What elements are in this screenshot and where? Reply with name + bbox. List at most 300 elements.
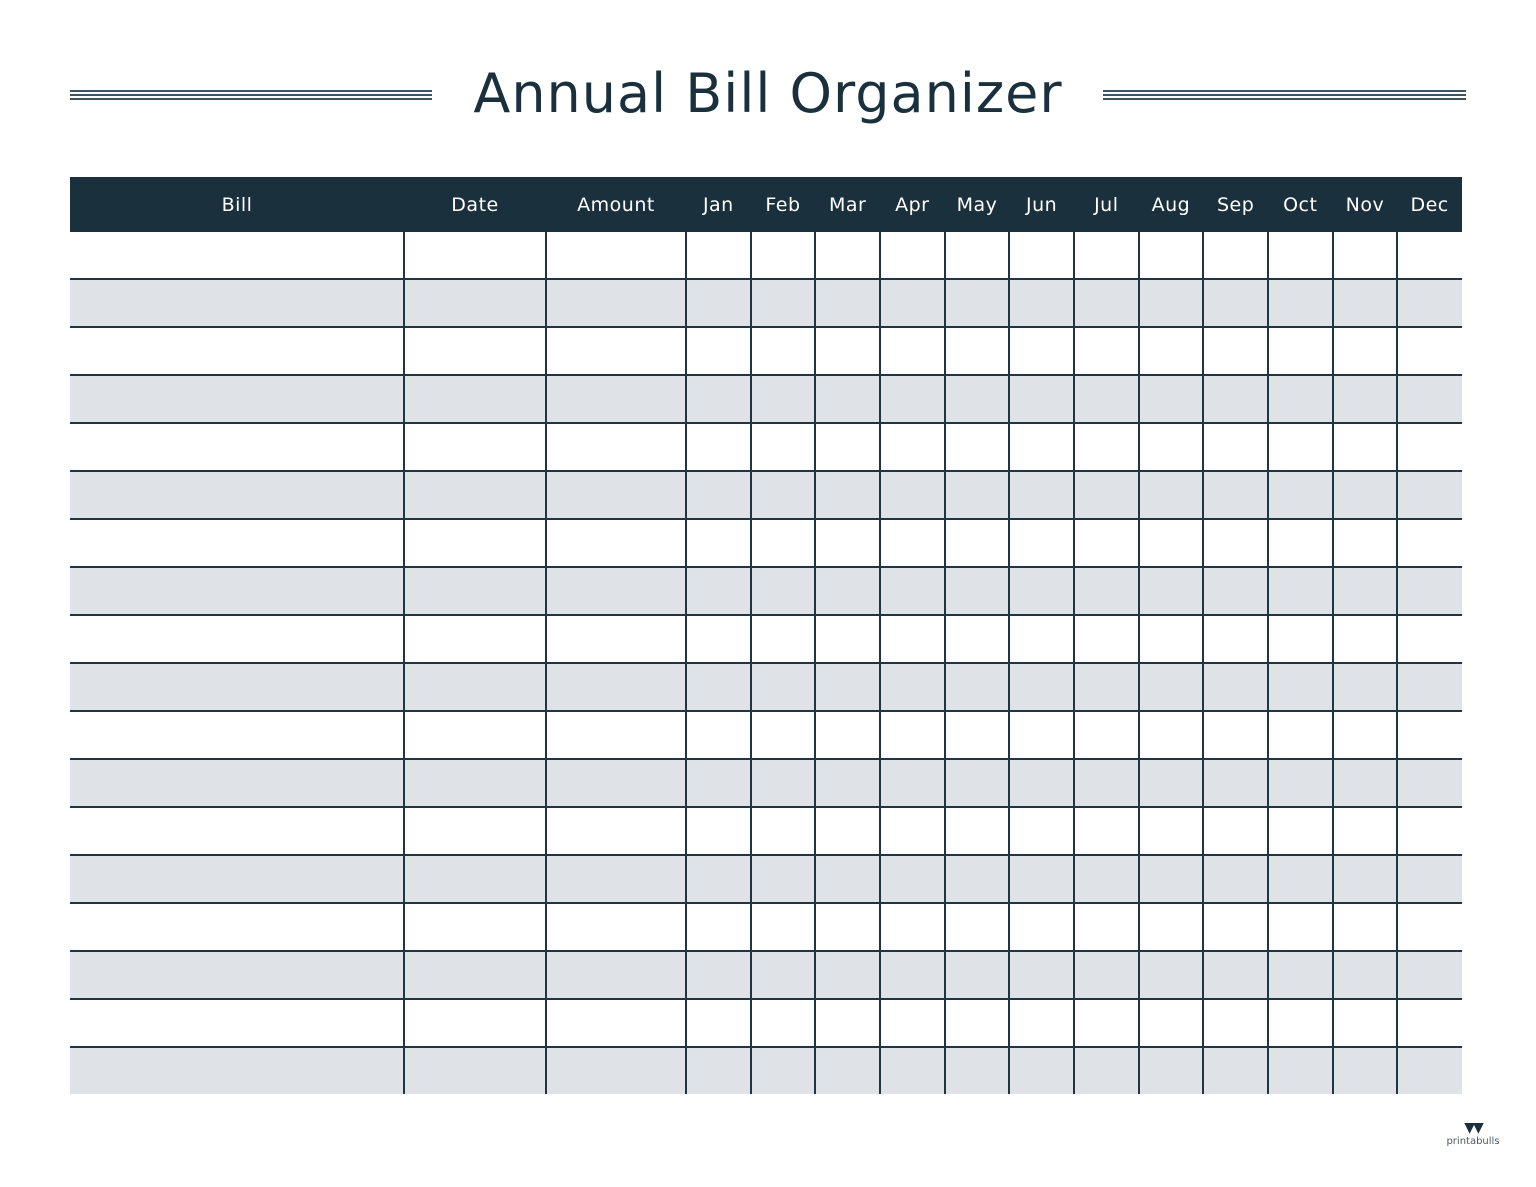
month-checkbox-cell[interactable] xyxy=(686,279,751,327)
bill-cell[interactable] xyxy=(70,232,404,279)
month-checkbox-cell[interactable] xyxy=(1397,327,1462,375)
month-checkbox-cell[interactable] xyxy=(1009,951,1074,999)
month-checkbox-cell[interactable] xyxy=(1139,663,1204,711)
month-checkbox-cell[interactable] xyxy=(1203,279,1268,327)
month-checkbox-cell[interactable] xyxy=(1333,711,1398,759)
month-checkbox-cell[interactable] xyxy=(686,711,751,759)
month-checkbox-cell[interactable] xyxy=(880,471,945,519)
month-checkbox-cell[interactable] xyxy=(751,279,816,327)
month-checkbox-cell[interactable] xyxy=(751,807,816,855)
date-cell[interactable] xyxy=(404,951,546,999)
month-checkbox-cell[interactable] xyxy=(1268,279,1333,327)
month-checkbox-cell[interactable] xyxy=(1333,807,1398,855)
month-checkbox-cell[interactable] xyxy=(815,1047,880,1094)
month-checkbox-cell[interactable] xyxy=(686,807,751,855)
bill-cell[interactable] xyxy=(70,327,404,375)
month-checkbox-cell[interactable] xyxy=(1333,567,1398,615)
amount-cell[interactable] xyxy=(546,759,686,807)
month-checkbox-cell[interactable] xyxy=(1333,759,1398,807)
header-amount: Amount xyxy=(546,177,686,232)
month-checkbox-cell[interactable] xyxy=(815,759,880,807)
month-checkbox-cell[interactable] xyxy=(751,519,816,567)
month-checkbox-cell[interactable] xyxy=(945,759,1010,807)
month-checkbox-cell[interactable] xyxy=(1139,232,1204,279)
month-checkbox-cell[interactable] xyxy=(1009,375,1074,423)
month-checkbox-cell[interactable] xyxy=(686,327,751,375)
month-checkbox-cell[interactable] xyxy=(1139,903,1204,951)
month-checkbox-cell[interactable] xyxy=(751,999,816,1047)
table-row xyxy=(70,279,1462,327)
table-row xyxy=(70,999,1462,1047)
date-cell[interactable] xyxy=(404,471,546,519)
date-cell[interactable] xyxy=(404,279,546,327)
bill-cell[interactable] xyxy=(70,855,404,903)
header-month: Feb xyxy=(751,177,816,232)
month-checkbox-cell[interactable] xyxy=(1074,279,1139,327)
bill-cell[interactable] xyxy=(70,423,404,471)
month-checkbox-cell[interactable] xyxy=(880,807,945,855)
date-cell[interactable] xyxy=(404,1047,546,1094)
month-checkbox-cell[interactable] xyxy=(1009,279,1074,327)
date-cell[interactable] xyxy=(404,423,546,471)
date-cell[interactable] xyxy=(404,232,546,279)
month-checkbox-cell[interactable] xyxy=(1203,807,1268,855)
header-month: Nov xyxy=(1333,177,1398,232)
month-checkbox-cell[interactable] xyxy=(880,855,945,903)
month-checkbox-cell[interactable] xyxy=(815,232,880,279)
month-checkbox-cell[interactable] xyxy=(880,519,945,567)
date-cell[interactable] xyxy=(404,711,546,759)
month-checkbox-cell[interactable] xyxy=(1203,232,1268,279)
month-checkbox-cell[interactable] xyxy=(751,855,816,903)
month-checkbox-cell[interactable] xyxy=(1074,807,1139,855)
table-row xyxy=(70,615,1462,663)
bill-cell[interactable] xyxy=(70,519,404,567)
month-checkbox-cell[interactable] xyxy=(1139,327,1204,375)
month-checkbox-cell[interactable] xyxy=(880,711,945,759)
month-checkbox-cell[interactable] xyxy=(686,567,751,615)
amount-cell[interactable] xyxy=(546,999,686,1047)
month-checkbox-cell[interactable] xyxy=(751,903,816,951)
header-bill: Bill xyxy=(70,177,404,232)
month-checkbox-cell[interactable] xyxy=(1397,855,1462,903)
month-checkbox-cell[interactable] xyxy=(1397,471,1462,519)
date-cell[interactable] xyxy=(404,567,546,615)
month-checkbox-cell[interactable] xyxy=(945,807,1010,855)
month-checkbox-cell[interactable] xyxy=(1333,903,1398,951)
month-checkbox-cell[interactable] xyxy=(1333,999,1398,1047)
month-checkbox-cell[interactable] xyxy=(1203,903,1268,951)
month-checkbox-cell[interactable] xyxy=(1268,232,1333,279)
month-checkbox-cell[interactable] xyxy=(1397,759,1462,807)
month-checkbox-cell[interactable] xyxy=(1397,279,1462,327)
month-checkbox-cell[interactable] xyxy=(1074,327,1139,375)
bill-cell[interactable] xyxy=(70,375,404,423)
bill-cell[interactable] xyxy=(70,759,404,807)
page-title: Annual Bill Organizer xyxy=(473,62,1063,125)
month-checkbox-cell[interactable] xyxy=(945,232,1010,279)
month-checkbox-cell[interactable] xyxy=(686,615,751,663)
month-checkbox-cell[interactable] xyxy=(1333,855,1398,903)
month-checkbox-cell[interactable] xyxy=(1333,663,1398,711)
month-checkbox-cell[interactable] xyxy=(1009,807,1074,855)
month-checkbox-cell[interactable] xyxy=(945,279,1010,327)
month-checkbox-cell[interactable] xyxy=(1009,855,1074,903)
amount-cell[interactable] xyxy=(546,279,686,327)
month-checkbox-cell[interactable] xyxy=(815,279,880,327)
bill-cell[interactable] xyxy=(70,951,404,999)
bill-organizer-table xyxy=(70,177,1462,1094)
month-checkbox-cell[interactable] xyxy=(1009,663,1074,711)
month-checkbox-cell[interactable] xyxy=(751,375,816,423)
month-checkbox-cell[interactable] xyxy=(1333,327,1398,375)
month-checkbox-cell[interactable] xyxy=(945,423,1010,471)
month-checkbox-cell[interactable] xyxy=(1074,711,1139,759)
month-checkbox-cell[interactable] xyxy=(1074,759,1139,807)
month-checkbox-cell[interactable] xyxy=(1139,951,1204,999)
month-checkbox-cell[interactable] xyxy=(1397,375,1462,423)
month-checkbox-cell[interactable] xyxy=(880,567,945,615)
month-checkbox-cell[interactable] xyxy=(686,903,751,951)
month-checkbox-cell[interactable] xyxy=(1074,232,1139,279)
month-checkbox-cell[interactable] xyxy=(751,663,816,711)
month-checkbox-cell[interactable] xyxy=(815,903,880,951)
table-row xyxy=(70,423,1462,471)
month-checkbox-cell[interactable] xyxy=(686,1047,751,1094)
month-checkbox-cell[interactable] xyxy=(1203,759,1268,807)
month-checkbox-cell[interactable] xyxy=(1397,951,1462,999)
month-checkbox-cell[interactable] xyxy=(1268,759,1333,807)
header-month: Jul xyxy=(1074,177,1139,232)
month-checkbox-cell[interactable] xyxy=(1397,615,1462,663)
month-checkbox-cell[interactable] xyxy=(945,855,1010,903)
month-checkbox-cell[interactable] xyxy=(1009,471,1074,519)
month-checkbox-cell[interactable] xyxy=(815,999,880,1047)
month-checkbox-cell[interactable] xyxy=(686,471,751,519)
month-checkbox-cell[interactable] xyxy=(1268,327,1333,375)
month-checkbox-cell[interactable] xyxy=(880,999,945,1047)
header-month: Aug xyxy=(1139,177,1204,232)
month-checkbox-cell[interactable] xyxy=(1009,519,1074,567)
month-checkbox-cell[interactable] xyxy=(1268,615,1333,663)
month-checkbox-cell[interactable] xyxy=(1139,519,1204,567)
month-checkbox-cell[interactable] xyxy=(815,855,880,903)
month-checkbox-cell[interactable] xyxy=(1139,999,1204,1047)
month-checkbox-cell[interactable] xyxy=(880,663,945,711)
date-cell[interactable] xyxy=(404,903,546,951)
bill-cell[interactable] xyxy=(70,1047,404,1094)
month-checkbox-cell[interactable] xyxy=(1203,1047,1268,1094)
bill-cell[interactable] xyxy=(70,471,404,519)
month-checkbox-cell[interactable] xyxy=(1203,663,1268,711)
month-checkbox-cell[interactable] xyxy=(815,423,880,471)
month-checkbox-cell[interactable] xyxy=(1203,567,1268,615)
month-checkbox-cell[interactable] xyxy=(1268,567,1333,615)
month-checkbox-cell[interactable] xyxy=(751,327,816,375)
month-checkbox-cell[interactable] xyxy=(1009,423,1074,471)
month-checkbox-cell[interactable] xyxy=(815,807,880,855)
month-checkbox-cell[interactable] xyxy=(1009,711,1074,759)
month-checkbox-cell[interactable] xyxy=(1333,1047,1398,1094)
month-checkbox-cell[interactable] xyxy=(815,327,880,375)
month-checkbox-cell[interactable] xyxy=(945,999,1010,1047)
month-checkbox-cell[interactable] xyxy=(945,567,1010,615)
amount-cell[interactable] xyxy=(546,519,686,567)
date-cell[interactable] xyxy=(404,807,546,855)
month-checkbox-cell[interactable] xyxy=(1268,951,1333,999)
date-cell[interactable] xyxy=(404,375,546,423)
bill-cell[interactable] xyxy=(70,807,404,855)
amount-cell[interactable] xyxy=(546,663,686,711)
month-checkbox-cell[interactable] xyxy=(1268,519,1333,567)
table-row xyxy=(70,375,1462,423)
month-checkbox-cell[interactable] xyxy=(1074,375,1139,423)
month-checkbox-cell[interactable] xyxy=(1333,471,1398,519)
amount-cell[interactable] xyxy=(546,615,686,663)
bill-cell[interactable] xyxy=(70,567,404,615)
month-checkbox-cell[interactable] xyxy=(686,232,751,279)
month-checkbox-cell[interactable] xyxy=(1268,807,1333,855)
month-checkbox-cell[interactable] xyxy=(1139,279,1204,327)
month-checkbox-cell[interactable] xyxy=(686,663,751,711)
month-checkbox-cell[interactable] xyxy=(1268,903,1333,951)
month-checkbox-cell[interactable] xyxy=(1074,471,1139,519)
month-checkbox-cell[interactable] xyxy=(880,615,945,663)
month-checkbox-cell[interactable] xyxy=(751,1047,816,1094)
header-month: Apr xyxy=(880,177,945,232)
month-checkbox-cell[interactable] xyxy=(686,519,751,567)
month-checkbox-cell[interactable] xyxy=(1397,999,1462,1047)
month-checkbox-cell[interactable] xyxy=(1139,615,1204,663)
month-checkbox-cell[interactable] xyxy=(686,999,751,1047)
month-checkbox-cell[interactable] xyxy=(1139,1047,1204,1094)
month-checkbox-cell[interactable] xyxy=(1074,567,1139,615)
month-checkbox-cell[interactable] xyxy=(1139,423,1204,471)
month-checkbox-cell[interactable] xyxy=(945,615,1010,663)
month-checkbox-cell[interactable] xyxy=(1009,615,1074,663)
month-checkbox-cell[interactable] xyxy=(1139,375,1204,423)
month-checkbox-cell[interactable] xyxy=(880,279,945,327)
month-checkbox-cell[interactable] xyxy=(686,423,751,471)
month-checkbox-cell[interactable] xyxy=(945,663,1010,711)
amount-cell[interactable] xyxy=(546,375,686,423)
month-checkbox-cell[interactable] xyxy=(751,951,816,999)
month-checkbox-cell[interactable] xyxy=(751,471,816,519)
month-checkbox-cell[interactable] xyxy=(1333,279,1398,327)
header-month: Jun xyxy=(1009,177,1074,232)
month-checkbox-cell[interactable] xyxy=(1333,615,1398,663)
month-checkbox-cell[interactable] xyxy=(1203,375,1268,423)
header-month: Mar xyxy=(815,177,880,232)
month-checkbox-cell[interactable] xyxy=(1203,999,1268,1047)
month-checkbox-cell[interactable] xyxy=(1009,1047,1074,1094)
month-checkbox-cell[interactable] xyxy=(1333,232,1398,279)
month-checkbox-cell[interactable] xyxy=(815,471,880,519)
month-checkbox-cell[interactable] xyxy=(1397,1047,1462,1094)
month-checkbox-cell[interactable] xyxy=(880,232,945,279)
month-checkbox-cell[interactable] xyxy=(1397,519,1462,567)
month-checkbox-cell[interactable] xyxy=(1074,663,1139,711)
date-cell[interactable] xyxy=(404,615,546,663)
bill-cell[interactable] xyxy=(70,903,404,951)
month-checkbox-cell[interactable] xyxy=(1268,855,1333,903)
month-checkbox-cell[interactable] xyxy=(880,375,945,423)
month-checkbox-cell[interactable] xyxy=(686,855,751,903)
bill-cell[interactable] xyxy=(70,663,404,711)
amount-cell[interactable] xyxy=(546,567,686,615)
header-month: May xyxy=(945,177,1010,232)
month-checkbox-cell[interactable] xyxy=(686,375,751,423)
month-checkbox-cell[interactable] xyxy=(945,1047,1010,1094)
month-checkbox-cell[interactable] xyxy=(1203,951,1268,999)
date-cell[interactable] xyxy=(404,519,546,567)
month-checkbox-cell[interactable] xyxy=(686,759,751,807)
month-checkbox-cell[interactable] xyxy=(1074,999,1139,1047)
decorative-rule-right xyxy=(1103,90,1466,100)
month-checkbox-cell[interactable] xyxy=(1074,423,1139,471)
month-checkbox-cell[interactable] xyxy=(815,615,880,663)
table-row xyxy=(70,951,1462,999)
month-checkbox-cell[interactable] xyxy=(1009,999,1074,1047)
month-checkbox-cell[interactable] xyxy=(1009,759,1074,807)
month-checkbox-cell[interactable] xyxy=(815,519,880,567)
month-checkbox-cell[interactable] xyxy=(1009,903,1074,951)
amount-cell[interactable] xyxy=(546,327,686,375)
amount-cell[interactable] xyxy=(546,711,686,759)
header-date: Date xyxy=(404,177,546,232)
month-checkbox-cell[interactable] xyxy=(1333,423,1398,471)
month-checkbox-cell[interactable] xyxy=(880,327,945,375)
header-month: Sep xyxy=(1203,177,1268,232)
month-checkbox-cell[interactable] xyxy=(1074,951,1139,999)
month-checkbox-cell[interactable] xyxy=(1139,807,1204,855)
date-cell[interactable] xyxy=(404,999,546,1047)
month-checkbox-cell[interactable] xyxy=(880,951,945,999)
month-checkbox-cell[interactable] xyxy=(1268,999,1333,1047)
amount-cell[interactable] xyxy=(546,1047,686,1094)
month-checkbox-cell[interactable] xyxy=(945,327,1010,375)
bill-cell[interactable] xyxy=(70,999,404,1047)
amount-cell[interactable] xyxy=(546,903,686,951)
month-checkbox-cell[interactable] xyxy=(880,423,945,471)
month-checkbox-cell[interactable] xyxy=(1074,903,1139,951)
month-checkbox-cell[interactable] xyxy=(880,903,945,951)
month-checkbox-cell[interactable] xyxy=(1203,327,1268,375)
month-checkbox-cell[interactable] xyxy=(1074,615,1139,663)
month-checkbox-cell[interactable] xyxy=(945,375,1010,423)
month-checkbox-cell[interactable] xyxy=(880,759,945,807)
month-checkbox-cell[interactable] xyxy=(815,375,880,423)
month-checkbox-cell[interactable] xyxy=(945,711,1010,759)
amount-cell[interactable] xyxy=(546,807,686,855)
date-cell[interactable] xyxy=(404,759,546,807)
month-checkbox-cell[interactable] xyxy=(880,1047,945,1094)
month-checkbox-cell[interactable] xyxy=(1009,567,1074,615)
month-checkbox-cell[interactable] xyxy=(1009,232,1074,279)
month-checkbox-cell[interactable] xyxy=(945,519,1010,567)
amount-cell[interactable] xyxy=(546,471,686,519)
month-checkbox-cell[interactable] xyxy=(1009,327,1074,375)
month-checkbox-cell[interactable] xyxy=(1139,855,1204,903)
month-checkbox-cell[interactable] xyxy=(1203,855,1268,903)
month-checkbox-cell[interactable] xyxy=(751,759,816,807)
month-checkbox-cell[interactable] xyxy=(815,711,880,759)
month-checkbox-cell[interactable] xyxy=(1203,711,1268,759)
bill-cell[interactable] xyxy=(70,615,404,663)
month-checkbox-cell[interactable] xyxy=(751,711,816,759)
month-checkbox-cell[interactable] xyxy=(1139,759,1204,807)
month-checkbox-cell[interactable] xyxy=(751,232,816,279)
month-checkbox-cell[interactable] xyxy=(1139,567,1204,615)
month-checkbox-cell[interactable] xyxy=(1074,1047,1139,1094)
month-checkbox-cell[interactable] xyxy=(1268,471,1333,519)
table-row xyxy=(70,1047,1462,1094)
month-checkbox-cell[interactable] xyxy=(1268,663,1333,711)
month-checkbox-cell[interactable] xyxy=(1333,519,1398,567)
table-row xyxy=(70,232,1462,279)
month-checkbox-cell[interactable] xyxy=(1203,471,1268,519)
month-checkbox-cell[interactable] xyxy=(686,951,751,999)
month-checkbox-cell[interactable] xyxy=(1397,711,1462,759)
date-cell[interactable] xyxy=(404,663,546,711)
month-checkbox-cell[interactable] xyxy=(1074,519,1139,567)
month-checkbox-cell[interactable] xyxy=(1139,711,1204,759)
month-checkbox-cell[interactable] xyxy=(1268,1047,1333,1094)
month-checkbox-cell[interactable] xyxy=(1203,615,1268,663)
amount-cell[interactable] xyxy=(546,232,686,279)
month-checkbox-cell[interactable] xyxy=(945,903,1010,951)
bill-cell[interactable] xyxy=(70,279,404,327)
table-body xyxy=(70,232,1462,1094)
month-checkbox-cell[interactable] xyxy=(751,615,816,663)
amount-cell[interactable] xyxy=(546,423,686,471)
month-checkbox-cell[interactable] xyxy=(1203,423,1268,471)
month-checkbox-cell[interactable] xyxy=(815,567,880,615)
month-checkbox-cell[interactable] xyxy=(945,471,1010,519)
month-checkbox-cell[interactable] xyxy=(1397,423,1462,471)
date-cell[interactable] xyxy=(404,855,546,903)
month-checkbox-cell[interactable] xyxy=(815,951,880,999)
month-checkbox-cell[interactable] xyxy=(751,567,816,615)
month-checkbox-cell[interactable] xyxy=(1397,567,1462,615)
month-checkbox-cell[interactable] xyxy=(1268,423,1333,471)
month-checkbox-cell[interactable] xyxy=(1397,663,1462,711)
month-checkbox-cell[interactable] xyxy=(751,423,816,471)
header-month: Jan xyxy=(686,177,751,232)
month-checkbox-cell[interactable] xyxy=(1268,711,1333,759)
month-checkbox-cell[interactable] xyxy=(1333,375,1398,423)
month-checkbox-cell[interactable] xyxy=(1333,951,1398,999)
bill-cell[interactable] xyxy=(70,711,404,759)
month-checkbox-cell[interactable] xyxy=(1397,807,1462,855)
table-row xyxy=(70,327,1462,375)
month-checkbox-cell[interactable] xyxy=(1203,519,1268,567)
month-checkbox-cell[interactable] xyxy=(945,951,1010,999)
table-row xyxy=(70,807,1462,855)
amount-cell[interactable] xyxy=(546,951,686,999)
month-checkbox-cell[interactable] xyxy=(1074,855,1139,903)
date-cell[interactable] xyxy=(404,327,546,375)
month-checkbox-cell[interactable] xyxy=(1397,232,1462,279)
month-checkbox-cell[interactable] xyxy=(1268,375,1333,423)
table-row xyxy=(70,567,1462,615)
month-checkbox-cell[interactable] xyxy=(1397,903,1462,951)
amount-cell[interactable] xyxy=(546,855,686,903)
header-month: Dec xyxy=(1397,177,1462,232)
month-checkbox-cell[interactable] xyxy=(1139,471,1204,519)
table-row xyxy=(70,519,1462,567)
month-checkbox-cell[interactable] xyxy=(815,663,880,711)
